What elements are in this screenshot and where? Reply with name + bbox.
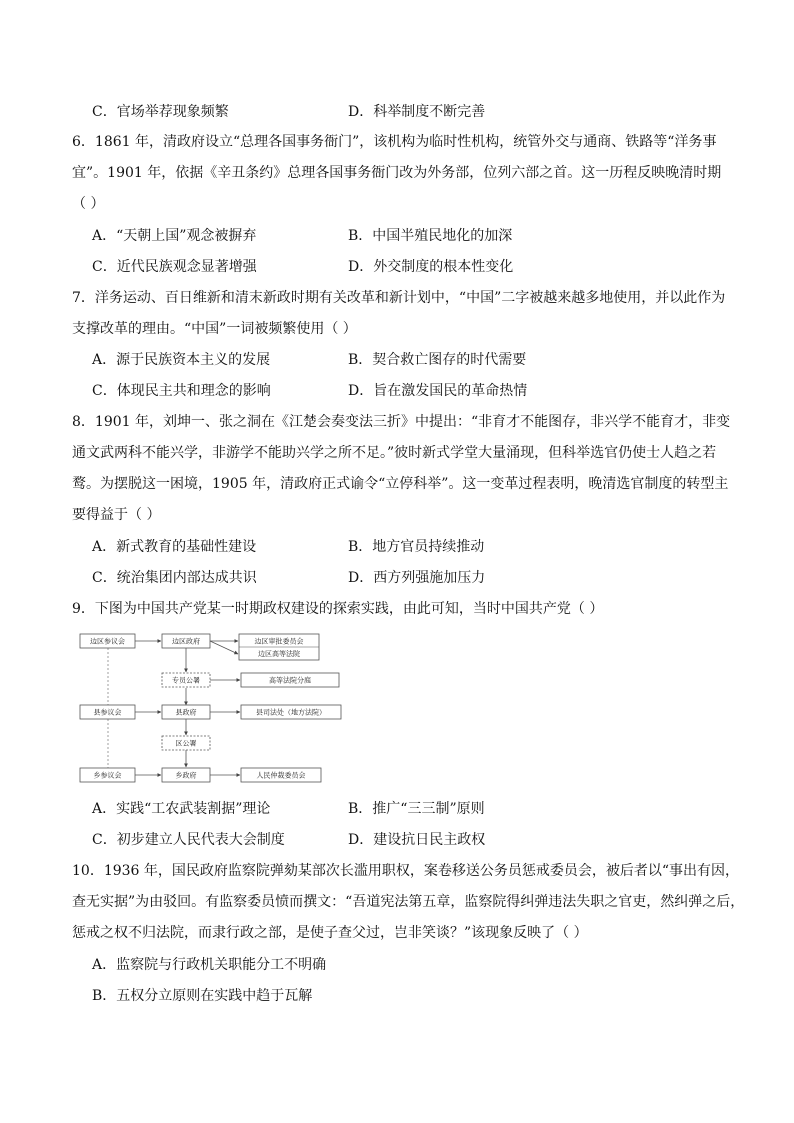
q7-stem-line2: 支撑改革的理由。“中国”一词被频繁使用（ ） <box>72 321 357 337</box>
label-qu-gongshu: 区公署 <box>175 739 197 748</box>
q10-stem-line2: 查无实据”为由驳回。有监察委员愤而撰文：“吾道宪法第五章，监察院得纠弹违法失职之官吏，然纠弹之后， <box>72 894 745 910</box>
q8-option-b[interactable]: B．地方官员持续推动 <box>348 539 485 555</box>
q6-option-c[interactable]: C．近代民族观念显著增强 <box>92 259 257 275</box>
label-bianqu-zhengfu: 边区政府 <box>172 637 200 646</box>
label-gaodeng-fenting: 高等法院分庭 <box>269 676 311 685</box>
q9-option-d[interactable]: D．建设抗日民主政权 <box>348 832 486 848</box>
q6-stem-line1: 6．1861 年，清政府设立“总理各国事务衙门”，该机构为临时性机构，统管外交与通商、铁路等“洋务事 <box>72 134 717 150</box>
q8-option-a[interactable]: A．新式教育的基础性建设 <box>92 539 257 555</box>
label-xian-zhengfu: 县政府 <box>175 708 197 717</box>
q9-option-b[interactable]: B．推广“三三制”原则 <box>348 801 485 817</box>
label-renmin-zhongcai: 人民仲裁委员会 <box>256 771 306 780</box>
q6-stem-line2: 宜”。1901 年，依据《辛丑条约》总理各国事务衙门改为外务部，位列六部之首。这一历程反映晚清时期 <box>72 165 722 181</box>
q7-option-d[interactable]: D．旨在激发国民的革命热情 <box>348 383 528 399</box>
label-bianqu-shenpan: 边区审批委员会 <box>254 637 304 646</box>
q9-option-a[interactable]: A．实践“工农武装割据”理论 <box>92 801 271 817</box>
regime-structure-svg <box>78 630 348 790</box>
q6-option-b[interactable]: B．中国半殖民地化的加深 <box>348 228 513 244</box>
q8-stem-line3: 鹜。为摆脱这一困境，1905 年，清政府正式谕令“立停科举”。这一变革过程表明，晚清选官制度的转型主 <box>72 476 729 492</box>
q10-option-a[interactable]: A．监察院与行政机关职能分工不明确 <box>92 957 327 973</box>
q6-option-d[interactable]: D．外交制度的根本性变化 <box>348 259 514 275</box>
label-xian-canyihui: 县参议会 <box>93 708 122 717</box>
q7-option-a[interactable]: A．源于民族资本主义的发展 <box>92 352 271 368</box>
label-zhuanyuan-gongshu: 专员公署 <box>172 676 200 685</box>
label-xiang-zhengfu: 乡政府 <box>175 771 197 780</box>
q7-option-b[interactable]: B．契合救亡图存的时代需要 <box>348 352 527 368</box>
label-bianqu-canyihui: 边区参议会 <box>90 637 125 646</box>
q6-stem-line3: （ ） <box>72 196 105 212</box>
q9-stem-line1: 9．下图为中国共产党某一时期政权建设的探索实践，由此可知，当时中国共产党（ ） <box>72 601 604 617</box>
label-xiang-canyihui: 乡参议会 <box>93 771 122 780</box>
label-bianqu-gaodeng: 边区高等法院 <box>258 650 300 658</box>
q8-stem-line1: 8．1901 年，刘坤一、张之洞在《江楚会奏变法三折》中提出：“非育才不能图存，非兴学不能育才，非变 <box>72 414 731 430</box>
label-xian-sifachu: 县司法处（地方法院） <box>256 708 326 717</box>
q8-option-d[interactable]: D．西方列强施加压力 <box>348 570 486 586</box>
q10-stem-line3: 惩戒之权不归法院，而隶行政之部，是使子查父过，岂非笑谈？”该现象反映了（ ） <box>72 925 588 941</box>
q8-stem-line4: 要得益于（ ） <box>72 507 161 523</box>
q10-option-b[interactable]: B．五权分立原则在实践中趋于瓦解 <box>92 988 313 1004</box>
q5-option-d[interactable]: D．科举制度不断完善 <box>348 104 486 120</box>
q8-stem-line2: 通文武两科不能兴学，非游学不能助兴学之所不足。”彼时新式学堂大量涌现，但科举选官仍使士人趋之若 <box>72 445 717 461</box>
q8-option-c[interactable]: C．统治集团内部达成共识 <box>92 570 257 586</box>
q10-stem-line1: 10．1936 年，国民政府监察院弹劾某部次长滥用职权，案卷移送公务员惩戒委员会，被后者以“事出有因， <box>72 863 740 879</box>
q7-stem-line1: 7．洋务运动、百日维新和清末新政时期有关改革和新计划中，“中国”二字被越来越多地使用，并以此作为 <box>72 290 726 306</box>
q9-option-c[interactable]: C．初步建立人民代表大会制度 <box>92 832 285 848</box>
q7-option-c[interactable]: C．体现民主共和理念的影响 <box>92 383 271 399</box>
q5-option-c[interactable]: C．官场举荐现象频繁 <box>92 104 229 120</box>
q6-option-a[interactable]: A．“天朝上国”观念被摒弃 <box>92 228 257 244</box>
regime-structure-diagram <box>78 630 348 790</box>
